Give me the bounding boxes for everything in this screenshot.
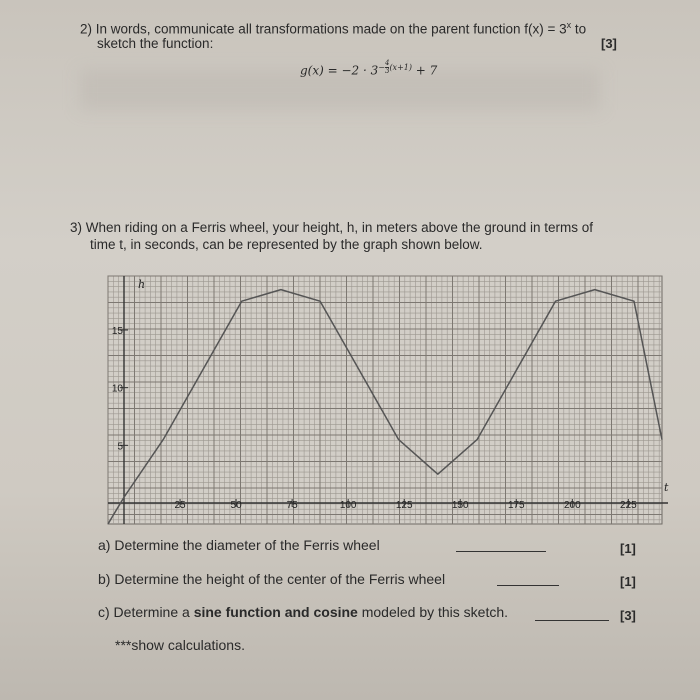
y-tick-label: 5 [117,441,123,453]
y-tick-label: 10 [111,383,123,395]
part-c-prompt: c) Determine a sine function and cosine modeled by this sketch. [98,604,509,620]
part-a-marks: [1] [620,541,636,556]
x-tick-label: 225 [620,500,637,511]
part-a-prompt: a) Determine the diameter of the Ferris wheel [98,537,380,553]
x-tick-label: 50 [230,500,242,511]
question-2-line-1: 2) In words, communicate all transformations made on the parent function $f(x) = 3^x$ to [80,20,587,37]
question-3-line-2: time t, in seconds, can be represented by the graph shown below. [90,237,483,252]
part-c-marks: [3] [620,608,636,623]
part-b-marks: [1] [620,574,636,589]
show-calculations-note: ***show calculations. [115,637,245,653]
x-axis-label: t [664,481,669,494]
part-c-answer-blank[interactable] [535,620,609,621]
question-3-line-1: 3) When riding on a Ferris wheel, your height, h, in meters above the ground in terms of [70,220,594,235]
part-b-answer-blank[interactable] [497,585,559,586]
x-tick-label: 125 [395,500,413,511]
x-tick-label: 25 [174,500,186,511]
question-2-formula: $g(x) = -2 \cdot 3^{- \frac{4}{3} (x+1)} + 7$ [300,59,438,78]
x-tick-label: 175 [507,500,525,511]
part-b-prompt: b) Determine the height of the center of the Ferris wheel [98,571,446,587]
x-tick-label: 75 [286,500,298,511]
question-2-marks: [3] [601,36,617,51]
part-a-answer-blank[interactable] [456,551,546,552]
x-tick-label: 100 [339,500,357,511]
y-axis-label: h [138,278,146,291]
x-tick-label: 200 [563,500,581,511]
x-tick-label: 150 [451,500,469,511]
question-2-line-2: sketch the function: [97,36,214,51]
y-tick-label: 15 [111,326,123,337]
